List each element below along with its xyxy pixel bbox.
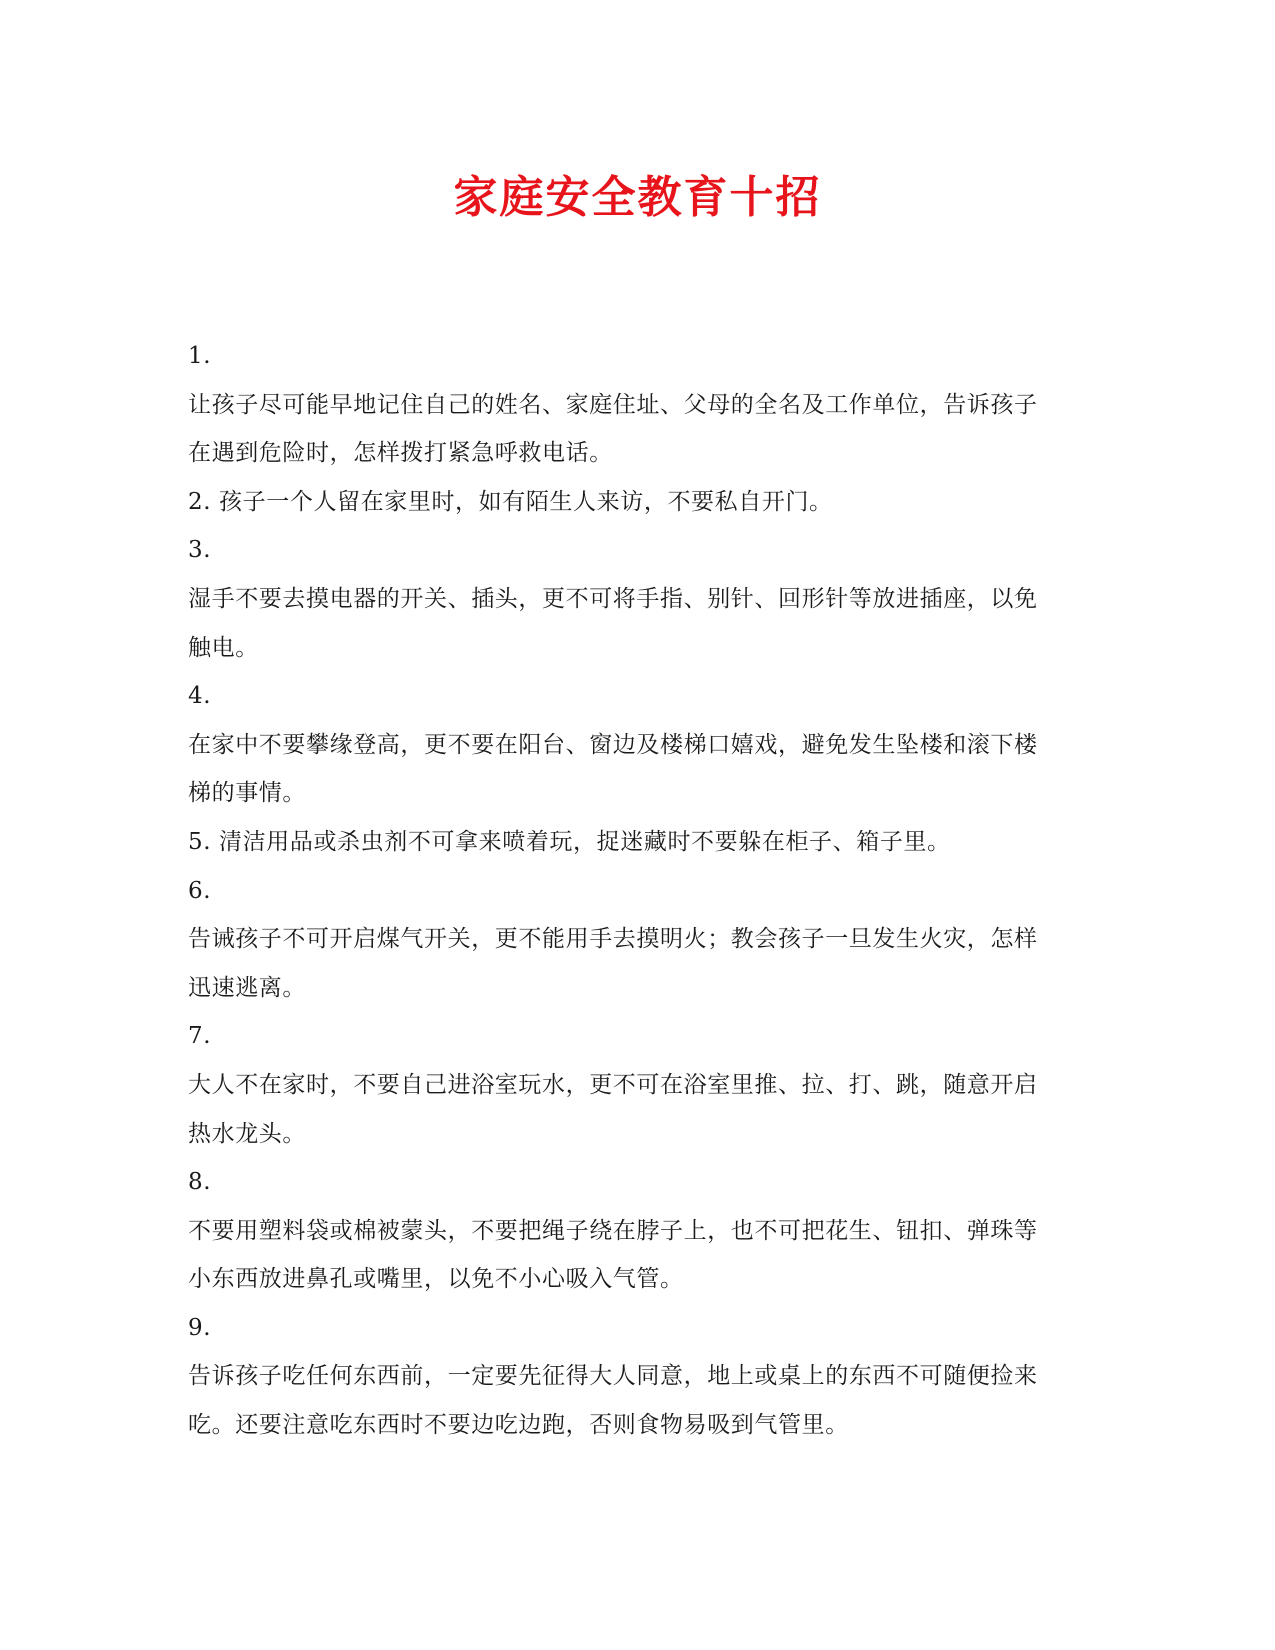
paragraph-line: 小东西放进鼻孔或嘴里，以免不小心吸入气管。 <box>188 1266 684 1293</box>
paragraph-line: 在家中不要攀缘登高，更不要在阳台、窗边及楼梯口嬉戏，避免发生坠楼和滚下楼 <box>188 731 1038 758</box>
list-number-1: 1. <box>188 343 212 369</box>
document-body <box>188 332 1088 1450</box>
list-number-4: 4. <box>188 683 212 710</box>
list-number-6: 6. <box>188 877 212 904</box>
paragraph-line: 大人不在家时，不要自己进浴室玩水，更不可在浴室里推、拉、打、跳，随意开启 <box>188 1071 1038 1098</box>
paragraph-line: 不要用塑料袋或棉被蒙头，不要把绳子绕在脖子上，也不可把花生、钮扣、弹珠等 <box>188 1217 1038 1244</box>
paragraph-line: 让孩子尽可能早地记住自己的姓名、家庭住址、父母的全名及工作单位，告诉孩子 <box>188 391 1038 418</box>
document-title: 家庭安全教育十招 <box>453 172 822 223</box>
list-item-2: 2. 孩子一个人留在家里时，如有陌生人来访，不要私自开门。 <box>188 488 833 515</box>
paragraph-line: 梯的事情。 <box>188 780 306 807</box>
list-number-8: 8. <box>188 1169 212 1196</box>
list-item-5: 5. 清洁用品或杀虫剂不可拿来喷着玩，捉迷藏时不要躲在柜子、箱子里。 <box>188 828 951 855</box>
list-number-3: 3. <box>188 537 212 564</box>
paragraph-line: 在遇到危险时，怎样拨打紧急呼救电话。 <box>188 440 613 467</box>
paragraph-line: 告诫孩子不可开启煤气开关，更不能用手去摸明火；教会孩子一旦发生火灾，怎样 <box>188 926 1038 953</box>
list-number-7: 7. <box>188 1023 212 1050</box>
paragraph-line: 热水龙头。 <box>188 1120 306 1147</box>
paragraph-line: 吃。还要注意吃东西时不要边吃边跑，否则食物易吸到气管里。 <box>188 1412 849 1439</box>
paragraph-line: 触电。 <box>188 634 259 661</box>
list-number-9: 9. <box>188 1314 212 1341</box>
paragraph-line: 迅速逃离。 <box>188 974 306 1001</box>
paragraph-line: 告诉孩子吃任何东西前，一定要先征得大人同意，地上或桌上的东西不可随便捡来 <box>188 1363 1038 1390</box>
paragraph-line: 湿手不要去摸电器的开关、插头，更不可将手指、别针、回形针等放进插座，以免 <box>188 585 1038 612</box>
